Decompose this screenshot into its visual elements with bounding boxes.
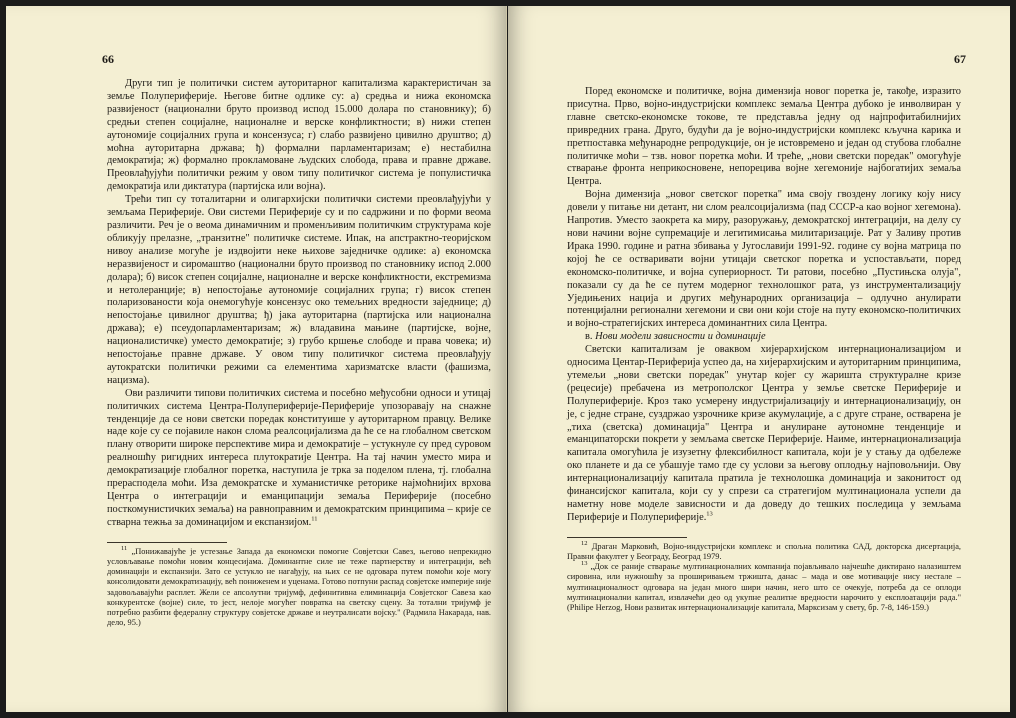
footnote-text: „Понижавајуће је устезање Запада да економски помогне Совјетски Савез, његово непрекидно условљавање помоћи новим концесијама. Доминантне силе не теже партнерству и интеграцији, већ доминацији и експанзији. Зато се устукло не нагађују, на њих се не одговара путем помоћи које могу консолидовати демократизацију, већ пониженем и уценама. Готово потпуни распад совјетске империје није задовољавајући расплет. Жели се апсолутни тријумф, дефинитивна елиминација Совјетског Савеза као конкурентске (војне) силе, то јест, нелоје могућег повратка на светску сцену. За тотални тријумф је потребно разбити федералну структуру совјетске државе и неутралисати војску." (Радмила Накарада, нав. дело, 95.)	[107, 546, 492, 628]
section-title: Нови модели зависности и доминације	[595, 331, 766, 343]
paragraph-text: Ови различити типови политичких система и посебно међусобни односи и утицај политичких система Центра-Полупериферије-Периферије упозоравају на снажне тенденције да се нови светски поредак конституише у ауторитарном правцу. Велике наде које су се појавиле након слома реалсоцијализма да ће се на глобалном светском плану отворити широке перспективе мира и демократије – устукнуле су пред суровом реалношћу ригидних интереса плутократије Центра. На тај начин уместо мира и демократизације глобалног поретка, наступила је трка за поделом плена, тј. глобална прерасподела моћи. Иза демократске и хуманистичке реторике најмоћнијих врхова Центра о интеграцији и еманципацији земаља Периферије (посебно посткомунистичких земаља) на равноправним и демократским принципима – крије се стварна тежња за доминацијом и експанзијом.	[107, 387, 491, 528]
paragraph: Други тип је политички систем ауторитарног капитализма карактеристичан за земље Полупериферије. Његове битне одлике су: а) средња и нижа економска развијеност (национални бруто производ испод 15.000 долара по становнику); б) средњи степен социјалне, националне и верске конфликтности; в) нижи степен аутономије социјалних група и консензуса; г) слабо развијено цивилно друштво; д) моћна ауторитарна држава; ђ) формални парламентаризам; е) нестабилна демократија; ж) формално прокламоване људских слобода, права и правне државе. Преовлађујући политички режим у овом типу политичког система је популистичка демократија или диктатура (партијска или војна).	[107, 78, 491, 193]
footnote-number: 11	[121, 544, 128, 552]
page-number: 66	[102, 52, 114, 66]
footnote-rule	[107, 542, 227, 543]
footnote	[107, 544, 492, 629]
footnote-text: „Док се раније стварање мултинационалних компанија појављивало најчешће диктирано налазиштем сировина, или нужношћу за проширивањем тржишта, данас – мада и ове мотивације нису нестале – мултинационалност одговара на један много шири начин, него што се очекује, потреба да се оплоди мултинационални капитал, извлачећи део од укупне реалитне вредности нарочито у експлоатацији рада." (Philipe Herzog, Нови развитак интернационализације капитала, Марксизам у свету, бр. 7-8, 146-159.)	[567, 562, 961, 613]
paragraph-text: Светски капитализам је оваквом хијерархијском интернационализацијом и односима Центар-Периферија успео да, на хијерархијским и ауторитарним принципима, утемељи „нови светски поредак" унутар којег су жаришта структуралне кризе (рецесије) пребачена из метрополског Центра у земље светске Периферије и Полупериферије. Кроз тако усмерену индустријализацију и интернационализацију, он је, с једне стране, суздржао узрочнике кризе акумулације, а с друге стране, остварена је „тиха (светска) доминација" Центра и анулиране аутономне тенденције и еманципаторски покрети у земљама светске Периферије. Наиме, интернационализација капитала омогућила је изузетну флексибилност капитала, који је у стању да одбележе око планете и да се убашује тамо где су услови за његову оплодњу најповољнији. Ову интернационализацију капитала пратила је технолошка доминација и законитост од финансијског капитала, који су у спрези са стратегијом мултинационала успели да наметну нове моделе зависности и да доведу до тешких последица у земљама Периферије и Полупериферије.	[567, 344, 961, 523]
footnote	[567, 542, 961, 562]
section-heading	[567, 331, 961, 344]
paragraph: Трећи тип су тоталитарни и олигархијски политички системи преовлађујући у земљама Периферије. Ови системи Периферије су и по садржини и по форми веома различити. Реч је о веома динамичним и променљивим политичким структурама које обликују прелазне, „транзитне" политичке системе. Ипак, на апстрактно-теоријском нивоу анализе могуће је издвојити неке њихове заједничке одлике: а) економска неразвијеност и сиромаштво (национални бруто производ по становнику испод 2.000 долара); б) висок степен социјалне, националне и верске конфликтности, екстремизма и нетолеранције; в) непостојање аутономије социјалних група; г) висок степен поларизованости која онемогућује консензус око темељних вредности заједнице; д) непостојање цивилног друштва; ђ) јака ауторитарна (партијска или национална држава); е) псеудопарламентаризам; ж) владавина мањине (партијске, војне, националистичке) уместо демократије; з) грубо кршење слободе и права човека; и) непостојање правне државе. У овом типу политичког система преовлађују аутократски политички режими са елементима харизматске власти (фашизма, нацизма).	[107, 194, 491, 386]
footnote-rule	[567, 537, 687, 538]
right-page	[508, 6, 1010, 712]
paragraph	[567, 344, 961, 525]
footnotes	[567, 542, 961, 613]
left-page	[6, 6, 507, 712]
footnote-ref: 13	[706, 510, 713, 518]
paragraph: Поред економске и политичке, војна димензија новог поретка је, такође, изразито присутна. Прво, војно-индустријски комплекс земаља Центра дубоко је инволвиран у главне светско-економске токове, те представља једну од најпрофитабилнијих привредних грана. Друго, будући да је војно-индустријски комплекс кључна карика и претпоставка међународне репродукције, он је истовремено и један од стубова глобалне политичке моћи – тзв. новог поретка моћи. И треће, „нови светски поредак" омогућује стварање фронта неприкосновене, непорецива војне хегемоније најбогатијих земаља Центра.	[567, 86, 961, 188]
footnote-ref: 11	[311, 515, 318, 523]
footnote	[567, 562, 961, 613]
page-number: 67	[954, 52, 966, 66]
footnotes	[107, 544, 492, 629]
right-page-body	[567, 86, 961, 613]
footnote-number: 12	[581, 540, 588, 548]
left-page-body	[107, 78, 491, 628]
paragraph	[107, 388, 491, 530]
paragraph: Војна димензија „новог светског поретка" има своју гвоздену логику коју нису довели у питање ни детант, ни слом реалсоцијализма (пад СССР-а као војног хегемона). Напротив. Уместо заокрета ка миру, разоружању, демократској интеграцији, на делу су нови начини војне супремације и легитимисања милитаризације. Рат у Заливу против Ирака 1990. године и ратна збивања у Југославији 1991-92. године су војна матрица по којој ће се остваривати војни утицаји светског поретка и успостављати, поред економско-политичке, и војна супериорност. Ти ратови, посебно „Пустињска олуја", показали су да ће се путем модерног технолошког рата, уз инструментализацију Уједињених нација и других међународних организација – одлучно анулирати потенцијални регионални хегемони и сви они који стоје на путу економско-политичких и војно-стратегијских интереса доминантних сила Центра.	[567, 189, 961, 330]
footnote-text: Драган Марковић, Војно-индустријски комплекс и спољна политика САД, докторска дисертација, Правни факултет у Београду, Београд 1979.	[567, 541, 961, 562]
footnote-number: 13	[581, 560, 588, 568]
section-label: в.	[585, 331, 593, 343]
